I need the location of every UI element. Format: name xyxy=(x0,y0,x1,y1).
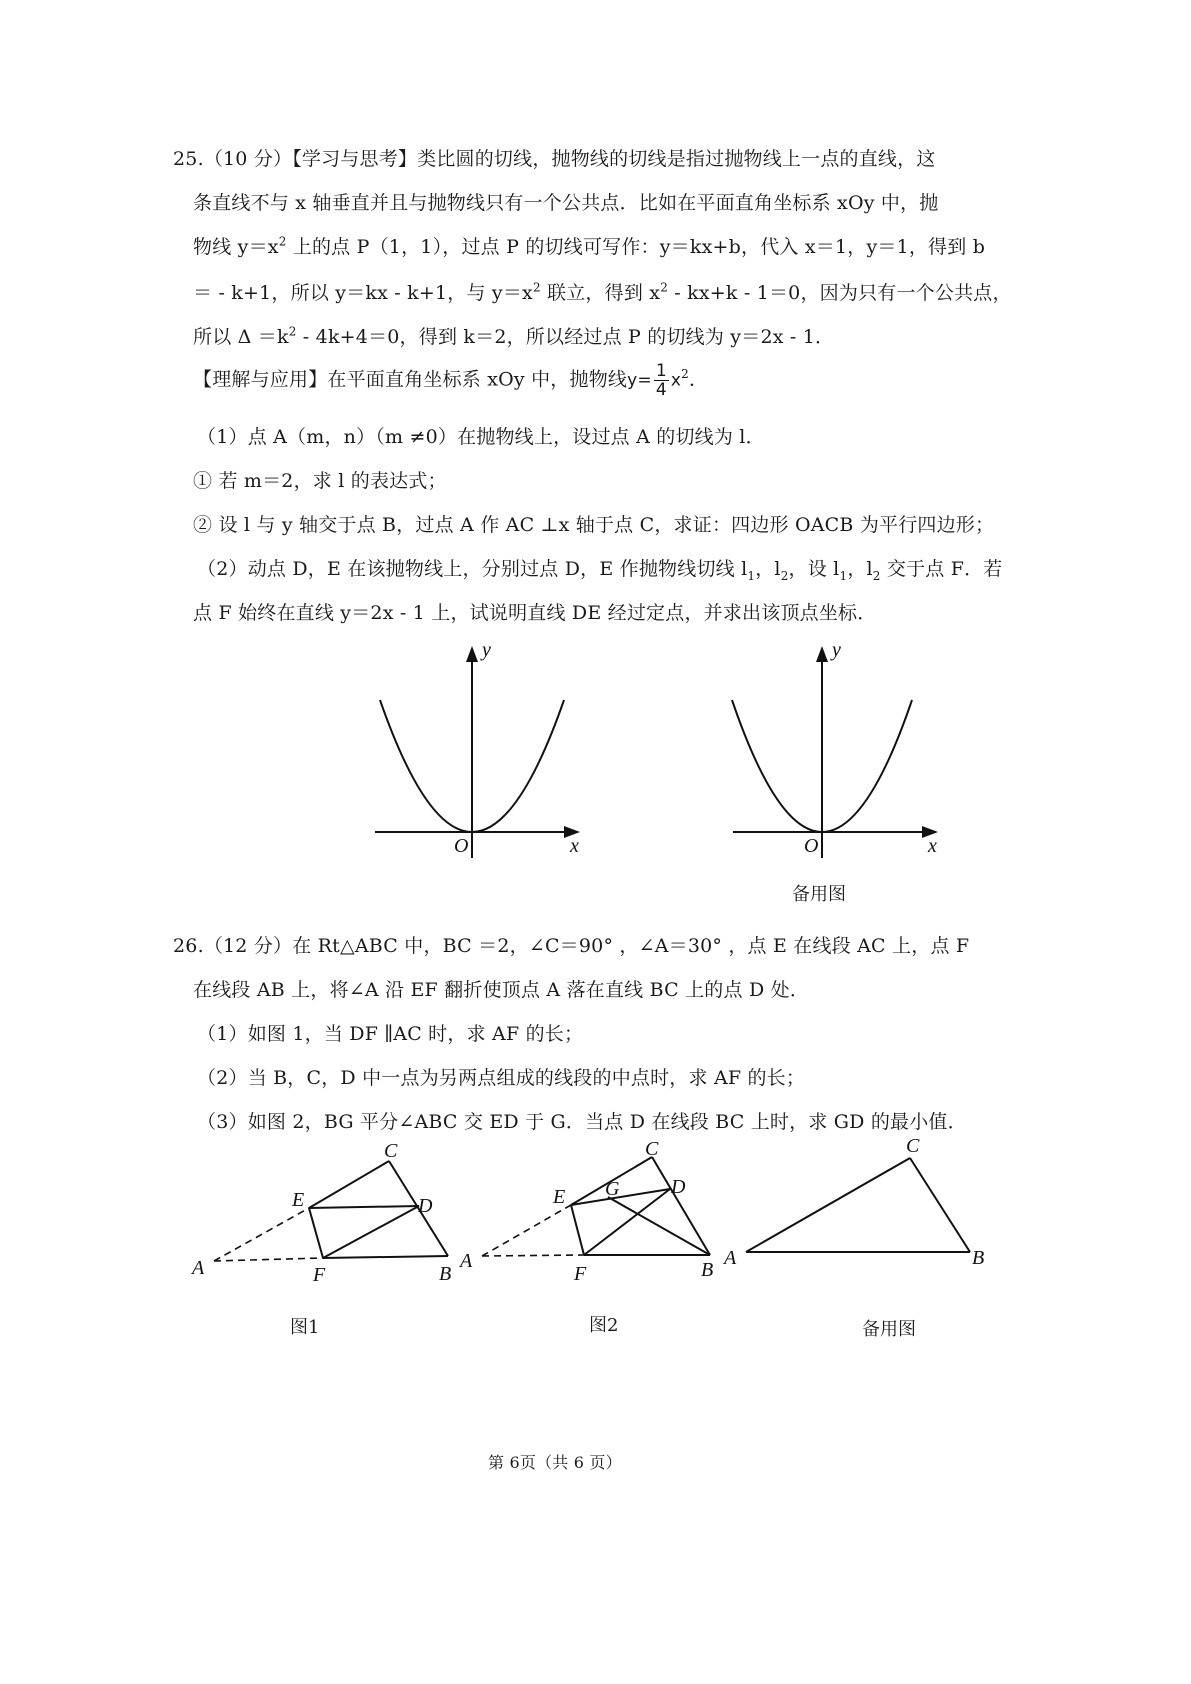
origin-label: O xyxy=(454,835,469,857)
segment-FD xyxy=(323,1206,419,1258)
q26-part-1: （1）如图 1，当 DF ∥AC 时，求 AF 的长； xyxy=(197,1023,584,1045)
q25-part-1a: ① 若 m＝2，求 l 的表达式； xyxy=(193,470,447,492)
label-F: F xyxy=(313,1264,326,1286)
q25-line-4: ＝ - k+1，所以 y＝kx - k+1，与 $y=x^2$ 联立，得到 $x^2 - kx+k - 1=0$，因为只有一个公共点， xyxy=(193,280,1012,304)
parabola-figure-1 xyxy=(360,630,600,860)
y-axis-arrow xyxy=(816,646,828,662)
dashed-segment-AF xyxy=(482,1255,584,1256)
triangle-figure-1 xyxy=(180,1140,480,1290)
q25-line-5: 所以 $\Delta =k^2 - 4k+4=0$，得到 k＝2，所以经过点 P 的切线为 y＝2x - 1． xyxy=(193,324,835,348)
label-F: F xyxy=(574,1263,587,1285)
segment-AC xyxy=(746,1158,910,1252)
label-E: E xyxy=(553,1186,566,1208)
parabola-figure-2 xyxy=(718,630,958,860)
q25-line-6: 【理解与应用】在平面直角坐标系 xOy 中，抛物线y= $\frac{1}{4}$ $x^2$． xyxy=(193,361,709,400)
q26-part-3: （3）如图 2，BG 平分∠ABC 交 ED 于 G．当点 D 在线段 BC 上时，求 GD 的最小值． xyxy=(197,1111,967,1133)
x-axis-label: x xyxy=(928,835,937,857)
q26-part-2: （2）当 B，C，D 中一点为另两点组成的线段的中点时，求 AF 的长； xyxy=(197,1067,806,1089)
label-D: D xyxy=(418,1195,433,1217)
label-C: C xyxy=(906,1135,920,1157)
triangle-figure-2 xyxy=(458,1135,738,1290)
q25-line-3: 物线 $y=x^2$ 上的点 P（1，1），过点 P 的切线可写作：y＝kx+b，代入 x＝1，y＝1，得到 b xyxy=(193,234,986,258)
label-G: G xyxy=(605,1178,620,1200)
origin-label: O xyxy=(804,835,819,857)
backup-figure-caption-25: 备用图 xyxy=(792,884,846,905)
fraction-one-quarter: $\frac{1}{4}$ xyxy=(655,361,667,400)
label-A: A xyxy=(724,1247,737,1269)
q26-line-1: 26.（12 分）在 Rt△ABC 中，BC ＝2，∠C＝90° ，∠A＝30° ，点 E 在线段 AC 上，点 F xyxy=(173,935,970,957)
q25-part-2-line-1: （2）动点 D，E 在该抛物线上，分别过点 D，E 作抛物线切线 $l_1$，$l_2$，设 $l_1$，$l_2$ 交于点 F．若 xyxy=(197,558,1003,583)
label-A: A xyxy=(460,1250,473,1272)
segment-EC xyxy=(309,1161,389,1208)
segment-FB xyxy=(323,1256,448,1258)
label-C: C xyxy=(645,1138,659,1160)
page-footer: 第 6页（共 6 页） xyxy=(488,1453,622,1472)
label-D: D xyxy=(671,1176,686,1198)
dashed-segment-AE xyxy=(482,1205,571,1256)
label-E: E xyxy=(292,1189,305,1211)
q25-part-1: （1）点 A（m，n）（m ≠0）在抛物线上，设过点 A 的切线为 l． xyxy=(197,426,765,448)
label-B: B xyxy=(701,1259,714,1281)
backup-figure-caption-26: 备用图 xyxy=(862,1319,916,1340)
y-axis-arrow xyxy=(466,646,478,662)
x-axis-label: x xyxy=(570,835,579,857)
label-C: C xyxy=(384,1140,398,1162)
q25-line-2: 条直线不与 x 轴垂直并且与抛物线只有一个公共点．比如在平面直角坐标系 xOy 中，抛 xyxy=(193,192,939,214)
figure-2-caption: 图2 xyxy=(589,1315,619,1336)
label-B: B xyxy=(972,1247,985,1269)
segment-ED xyxy=(309,1206,419,1208)
label-B: B xyxy=(439,1263,452,1285)
label-A: A xyxy=(192,1257,205,1279)
triangle-backup-figure xyxy=(720,1130,1000,1280)
q25-line-1: 25.（10 分）【学习与思考】类比圆的切线，抛物线的切线是指过抛物线上一点的直线，这 xyxy=(173,148,936,170)
segment-EF xyxy=(571,1205,584,1255)
dashed-segment-AF xyxy=(214,1258,323,1261)
q25-part-2-line-2: 点 F 始终在直线 y＝2x - 1 上，试说明直线 DE 经过定点，并求出该顶点坐标． xyxy=(193,602,877,624)
figure-1-caption: 图1 xyxy=(290,1317,320,1338)
segment-CB xyxy=(910,1158,970,1252)
q25-part-1b: ② 设 l 与 y 轴交于点 B，过点 A 作 AC ⊥x 轴于点 C，求证：四边形 OACB 为平行四边形； xyxy=(193,514,995,536)
segment-FD xyxy=(584,1189,670,1255)
segment-EF xyxy=(309,1208,323,1258)
y-axis-label: y xyxy=(832,639,841,661)
segment-CB xyxy=(652,1157,710,1255)
y-axis-label: y xyxy=(482,639,491,661)
dashed-segment-AE xyxy=(214,1208,309,1261)
q26-line-2: 在线段 AB 上，将∠A 沿 EF 翻折使顶点 A 落在直线 BC 上的点 D 处． xyxy=(193,979,810,1001)
